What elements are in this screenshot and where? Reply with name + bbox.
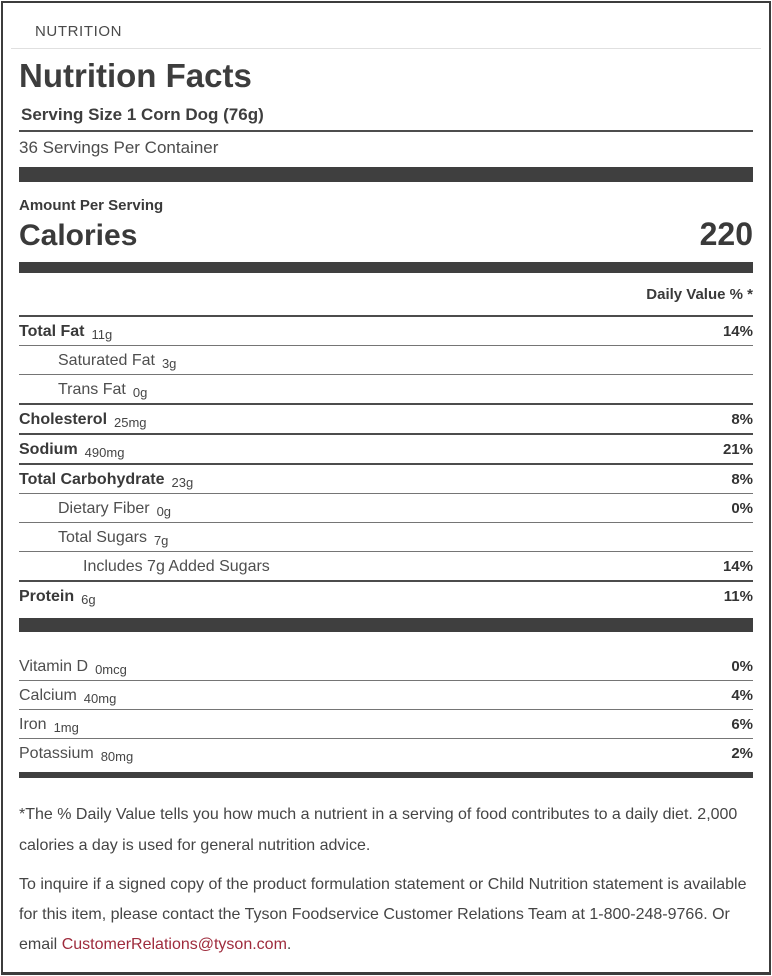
nutrition-facts-panel	[1, 1, 771, 975]
inquiry-text-after: .	[286, 936, 292, 953]
micronutrient-table	[19, 644, 753, 767]
nutrient-amount: 0g	[132, 385, 148, 400]
nutrient-amount: 6g	[81, 592, 96, 607]
nutrient-amount: 0g	[156, 504, 172, 519]
nutrient-label: Potassium	[19, 745, 94, 762]
nutrient-amount: 25mg	[114, 415, 147, 430]
nutrient-label: Total Sugars	[58, 529, 147, 546]
nutrient-row	[19, 522, 753, 551]
section-label: NUTRITION	[35, 23, 123, 40]
section-divider	[11, 48, 761, 49]
nutrient-daily-value: 14%	[722, 558, 753, 575]
nutrition-facts-title: Nutrition Facts	[19, 57, 252, 94]
nutrient-row	[19, 403, 753, 433]
nutrient-row	[19, 580, 753, 610]
nutrient-daily-value: 21%	[722, 441, 753, 458]
calories-value: 220	[699, 216, 753, 252]
nutrient-label: Calcium	[19, 687, 77, 704]
nutrient-amount: 7g	[153, 533, 169, 548]
nutrient-daily-value: 0%	[731, 658, 753, 675]
thick-separator-bar	[19, 167, 753, 182]
nutrient-label: Total Fat	[19, 323, 85, 340]
nutrient-label: Iron	[19, 716, 47, 733]
nutrient-daily-value: 11%	[723, 588, 753, 605]
nutrient-label: Includes 7g Added Sugars	[83, 558, 270, 575]
amount-per-serving-label: Amount Per Serving	[19, 197, 164, 214]
nutrient-label: Sodium	[19, 441, 78, 458]
nutrient-label: Protein	[19, 588, 75, 605]
calories-label: Calories	[19, 219, 138, 252]
nutrient-row	[19, 315, 753, 345]
nutrient-table	[19, 315, 753, 610]
nutrient-amount: 23g	[171, 475, 194, 490]
nutrient-row	[19, 709, 753, 738]
nutrient-label: Dietary Fiber	[58, 500, 150, 517]
nutrient-daily-value: 0%	[731, 500, 753, 517]
thick-separator-bar	[19, 618, 753, 632]
nutrient-label: Vitamin D	[19, 658, 89, 675]
nutrient-label: Total Carbohydrate	[19, 471, 165, 488]
nutrient-daily-value: 8%	[731, 471, 753, 488]
nutrient-row	[19, 680, 753, 709]
nutrient-daily-value: 14%	[722, 323, 753, 340]
nutrient-row	[19, 738, 753, 767]
nutrient-row	[19, 551, 753, 580]
customer-relations-email-link[interactable]: CustomerRelations@tyson.com	[61, 936, 287, 953]
thick-separator-bar	[19, 262, 753, 273]
nutrient-amount: 3g	[161, 356, 177, 371]
calories-row	[19, 216, 753, 254]
page	[0, 1, 772, 975]
inquiry-text-before: To inquire if a signed copy of the product formulation statement or Child Nutrition statement is available for this item, please contact the Tyson Foodservice Customer Relations Team at 1-800-248-9766. Or email	[19, 876, 747, 953]
nutrient-row	[19, 374, 753, 403]
nutrient-amount: 0mcg	[95, 662, 127, 677]
nutrient-row	[19, 644, 753, 680]
nutrient-daily-value: 6%	[731, 716, 753, 733]
nutrient-row	[19, 493, 753, 522]
nutrient-amount: 11g	[91, 327, 113, 342]
daily-value-header: Daily Value % *	[646, 286, 753, 303]
panel-content	[3, 57, 769, 960]
nutrient-daily-value: 4%	[731, 687, 753, 704]
nutrient-daily-value: 2%	[731, 745, 753, 762]
daily-value-footnote: *The % Daily Value tells you how much a nutrient in a serving of food contributes to a daily diet. 2,000 calories a day is used for general nutrition advice.	[19, 806, 738, 854]
nutrient-label: Cholesterol	[19, 411, 108, 428]
nutrient-row	[19, 463, 753, 493]
serving-size: Serving Size 1 Corn Dog (76g)	[21, 105, 264, 124]
nutrient-row	[19, 433, 753, 463]
nutrient-label: Saturated Fat	[58, 352, 155, 369]
nutrient-amount: 1mg	[53, 720, 79, 735]
nutrient-amount: 490mg	[84, 445, 125, 460]
servings-per-container: 36 Servings Per Container	[19, 138, 219, 157]
nutrient-label: Trans Fat	[58, 381, 126, 398]
inquiry-footnote	[19, 870, 753, 960]
nutrient-amount: 80mg	[100, 749, 134, 764]
nutrient-amount: 40mg	[83, 691, 117, 706]
nutrient-daily-value: 8%	[731, 411, 753, 428]
thin-separator-bar	[19, 772, 753, 778]
nutrient-row	[19, 345, 753, 374]
